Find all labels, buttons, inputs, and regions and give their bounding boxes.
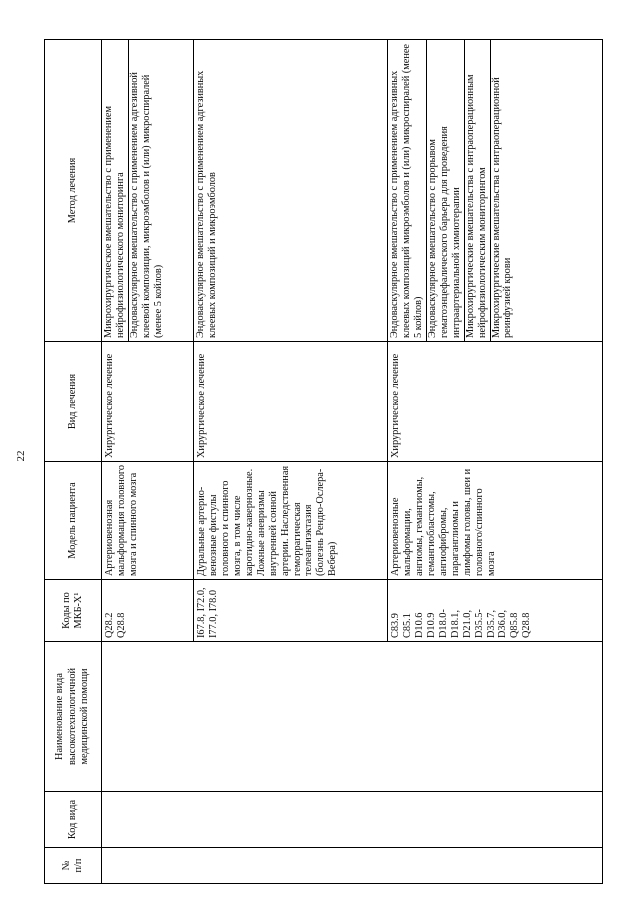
- header-method: Метод лечения: [45, 40, 102, 342]
- name-cell: [102, 642, 603, 792]
- method-item: Микрохирургическое вмешательство с применением нейрофизиологического мониторинга: [103, 40, 129, 341]
- model-cell: Артериовенозная мальформация головного мозга и спинного мозга: [102, 462, 194, 580]
- treatment-table: [44, 39, 603, 884]
- method-cell: [194, 40, 388, 342]
- header-row: [45, 40, 102, 884]
- kind-cell: Хирургическое лечение: [194, 342, 388, 462]
- model-cell: Дуральные артерио-венозные фистулы головного и спинного мозга, в том числе каротидно-кавернозные. Ложные аневризмы внутренней сонной артерии. Наследственная геморрагическая телеангиэктазия (болезнь Рендю-Ослера-Вебера): [194, 462, 388, 580]
- table-row: [102, 40, 194, 884]
- model-cell: Артериовенозные мальформации, ангиомы, гемангиомы, гемангиобластомы, ангиофибромы, параганглиомы и лимфомы головы, шеи и головного/спинного мозга: [388, 462, 603, 580]
- method-item: Эндоваскулярное вмешательство с применением адгезивных клеевых композиций микроэмболов и (или) микроспиралей (менее 5 койлов): [389, 40, 427, 341]
- page-number: 22: [15, 450, 27, 462]
- header-code: Код вида: [45, 792, 102, 848]
- code-cell: [102, 792, 603, 848]
- kind-cell: Хирургическое лечение: [102, 342, 194, 462]
- num-cell: [102, 848, 603, 884]
- icd-cell: Q28.2 Q28.8: [102, 580, 194, 642]
- method-cell: [388, 40, 603, 342]
- header-icd: Коды по МКБ-X¹: [45, 580, 102, 642]
- header-kind: Вид лечения: [45, 342, 102, 462]
- rotated-table-container: [44, 40, 602, 884]
- method-cell: [102, 40, 194, 342]
- header-model: Модель пациента: [45, 462, 102, 580]
- icd-cell: I67.8, I72.0, I77.0, I78.0: [194, 580, 388, 642]
- method-item: Эндоваскулярное вмешательство с применением адгезивной клеевой композиции, микроэмболов и (или) микроспиралей (менее 5 койлов): [128, 72, 164, 338]
- method-item: Микрохирургические вмешательства с интраоперационной реинфузией крови: [490, 77, 514, 338]
- kind-cell: Хирургическое лечение: [388, 342, 603, 462]
- method-item: Эндоваскулярное вмешательство с прорывом гематоэнцефалического барьера для проведения интраартериальной химиотерапии: [427, 40, 465, 341]
- header-name: Наименование вида высокотехнологичной медицинской помощи: [45, 642, 102, 792]
- method-item: Эндоваскулярное вмешательство с применением адгезивных клеевых композиций и микроэмболов: [195, 70, 218, 338]
- document-table-frame: [44, 40, 602, 884]
- icd-cell: C83.9 C85.1 D10.6 D10.9 D18.0- D18.1, D21.0, D35.5- D35.7, D36.0, Q85.8 Q28.8: [388, 580, 603, 642]
- header-num: № п/п: [45, 848, 102, 884]
- method-item: Микрохирургические вмешательства с интраоперационным нейрофизиологическим мониторингом: [465, 40, 491, 341]
